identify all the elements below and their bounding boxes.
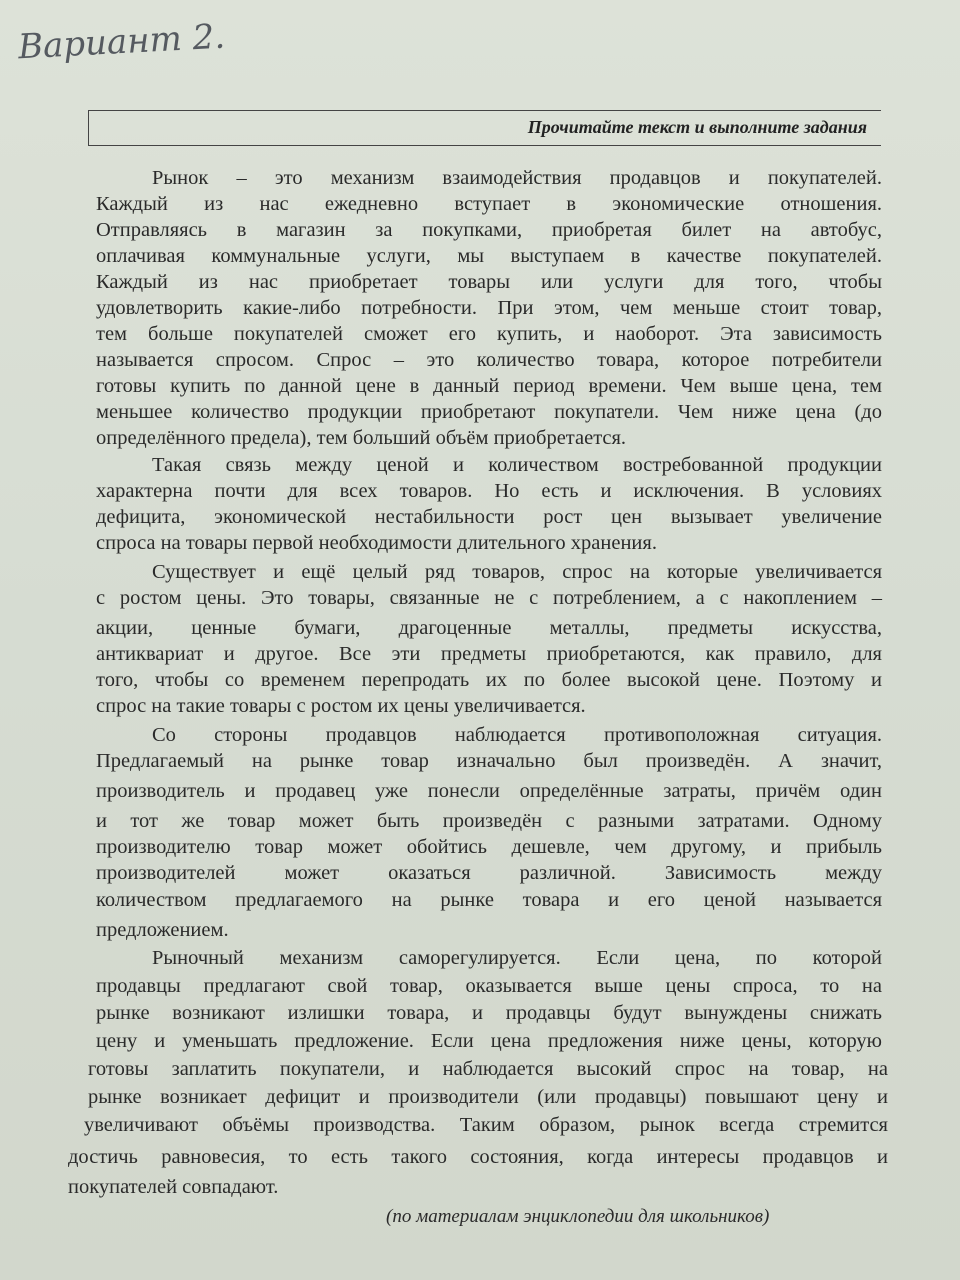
text-line: Отправляясь в магазин за покупками, приобретая билет на автобус, [96,219,882,241]
text-line: Рыночный механизм саморегулируется. Если цена, по которой [152,947,882,969]
text-line: того, чтобы со временем перепродать их по более высокой цене. Поэтому и [96,669,882,691]
text-line: готовы заплатить покупатели, и наблюдается высокий спрос на товар, на [88,1058,888,1080]
text-line: дефицита, экономической нестабильности рост цен вызывает увеличение [96,506,882,528]
text-line: производителю товар может обойтись дешевле, чем другому, и прибыль [96,836,882,858]
text-line: увеличивают объёмы производства. Таким образом, рынок всегда стремится [84,1114,888,1136]
text-line: готовы купить по данной цене в данный период времени. Чем выше цена, тем [96,375,882,397]
text-line: Каждый из нас приобретает товары или услуги для того, чтобы [96,271,882,293]
text-line: спрос на такие товары с ростом их цены увеличивается. [96,695,586,717]
handwritten-variant-note: Вариант 2. [17,16,226,68]
text-line: Рынок – это механизм взаимодействия продавцов и покупателей. [152,167,882,189]
text-line: характерна почти для всех товаров. Но есть и исключения. В условиях [96,480,882,502]
text-line: акции, ценные бумаги, драгоценные металлы, предметы искусства, [96,617,882,639]
text-line: достичь равновесия, то есть такого состояния, когда интересы продавцов и [68,1146,888,1168]
text-line: определённого предела), тем больший объём приобретается. [96,427,627,449]
text-line: количеством предлагаемого на рынке товара и его ценой называется [96,889,882,911]
instruction-header-box [88,110,881,146]
text-line: Такая связь между ценой и количеством востребованной продукции [152,454,882,476]
text-line: антиквариат и другое. Все эти предметы приобретаются, как правило, для [96,643,882,665]
text-line: цену и уменьшать предложение. Если цена предложения ниже цены, которую [96,1030,882,1052]
text-line: Со стороны продавцов наблюдается противоположная ситуация. [152,724,882,746]
text-line: тем больше покупателей сможет его купить, и наоборот. Эта зависимость [96,323,882,345]
text-line: называется спросом. Спрос – это количество товара, которое потребители [96,349,882,371]
text-line: и тот же товар может быть произведён с разными затратами. Одному [96,810,882,832]
text-line: удовлетворить какие-либо потребности. При этом, чем меньше стоит товар, [96,297,882,319]
text-line: продавцы предлагают свой товар, оказывается выше цены спроса, то на [96,975,882,997]
text-line: производитель и продавец уже понесли определённые затраты, причём один [96,780,882,802]
text-line: предложением. [96,919,229,941]
text-line: спроса на товары первой необходимости длительного хранения. [96,532,657,554]
text-line: рынке возникают излишки товара, и продавцы будут вынуждены снижать [96,1002,882,1024]
text-line: Каждый из нас ежедневно вступает в экономические отношения. [96,193,882,215]
text-line: меньшее количество продукции приобретают покупатели. Чем ниже цена (до [96,401,882,423]
text-line: с ростом цены. Это товары, связанные не с потреблением, а с накоплением – [96,587,882,609]
text-line: производителей может оказаться различной. Зависимость между [96,862,882,884]
text-line: покупателей совпадают. [68,1176,279,1198]
instruction-header: Прочитайте текст и выполните задания [527,117,867,137]
text-line: Предлагаемый на рынке товар изначально был произведён. А значит, [96,750,882,772]
text-line: оплачивая коммунальные услуги, мы выступаем в качестве покупателей. [96,245,882,267]
source-citation: (по материалам энциклопедии для школьников) [386,1206,770,1227]
text-line: Существует и ещё целый ряд товаров, спрос на которые увеличивается [152,561,882,583]
text-line: рынке возникает дефицит и производители (или продавцы) повышают цену и [88,1086,888,1108]
